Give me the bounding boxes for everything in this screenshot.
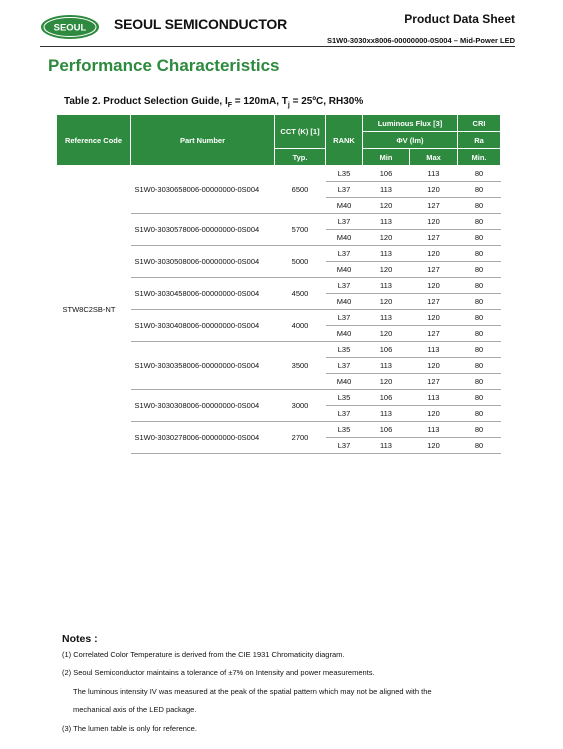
flux-max-cell: 127 bbox=[410, 230, 458, 246]
part-number: S1W0-3030308006-00000000-0S004 bbox=[131, 390, 275, 422]
doc-subtitle: S1W0-3030xx8006-00000000-0S004 – Mid-Power LED bbox=[326, 36, 515, 45]
rank-cell: L37 bbox=[326, 406, 363, 422]
cri-min-cell: 80 bbox=[458, 262, 501, 278]
cct-value: 2700 bbox=[275, 422, 326, 454]
header-flux: Luminous Flux [3] bbox=[363, 115, 458, 132]
header-part: Part Number bbox=[131, 115, 275, 166]
rank-cell: M40 bbox=[326, 262, 363, 278]
header-rule bbox=[40, 46, 515, 47]
flux-min-cell: 106 bbox=[363, 342, 410, 358]
logo-text: SEOUL bbox=[53, 22, 87, 34]
cri-min-cell: 80 bbox=[458, 342, 501, 358]
flux-min-cell: 106 bbox=[363, 390, 410, 406]
notes bbox=[62, 632, 432, 738]
reference-code: STW8C2SB-NT bbox=[62, 305, 116, 315]
cri-min-cell: 80 bbox=[458, 166, 501, 182]
rank-cell: L35 bbox=[326, 342, 363, 358]
cct-value: 5000 bbox=[275, 246, 326, 278]
rank-cell: M40 bbox=[326, 374, 363, 390]
cri-min-cell: 80 bbox=[458, 182, 501, 198]
header-cri-min: Min. bbox=[458, 149, 501, 166]
cri-min-cell: 80 bbox=[458, 294, 501, 310]
flux-min-cell: 120 bbox=[363, 230, 410, 246]
rank-cell: L37 bbox=[326, 438, 363, 454]
rank-cell: L37 bbox=[326, 182, 363, 198]
flux-max-cell: 120 bbox=[410, 310, 458, 326]
note-2-line-2: The luminous intensity IV was measured at the peak of the spatial pattern which may not be aligned with the bbox=[73, 686, 432, 696]
flux-min-cell: 120 bbox=[363, 262, 410, 278]
flux-min-cell: 113 bbox=[363, 246, 410, 262]
flux-max-cell: 127 bbox=[410, 294, 458, 310]
flux-max-cell: 113 bbox=[410, 422, 458, 438]
part-number: S1W0-3030408006-00000000-0S004 bbox=[131, 310, 275, 342]
flux-max-cell: 120 bbox=[410, 246, 458, 262]
header-flux-symbol: ΦV (lm) bbox=[363, 132, 458, 149]
flux-min-cell: 120 bbox=[363, 198, 410, 214]
rank-cell: L37 bbox=[326, 278, 363, 294]
notes-title: Notes : bbox=[62, 633, 98, 645]
flux-min-cell: 113 bbox=[363, 438, 410, 454]
header-cri-symbol: Ra bbox=[458, 132, 501, 149]
part-number: S1W0-3030658006-00000000-0S004 bbox=[131, 166, 275, 214]
part-number: S1W0-3030358006-00000000-0S004 bbox=[131, 342, 275, 390]
table-row bbox=[57, 166, 501, 182]
flux-min-cell: 106 bbox=[363, 422, 410, 438]
cri-min-cell: 80 bbox=[458, 310, 501, 326]
flux-min-cell: 113 bbox=[363, 182, 410, 198]
part-number: S1W0-3030458006-00000000-0S004 bbox=[131, 278, 275, 310]
cri-min-cell: 80 bbox=[458, 422, 501, 438]
flux-max-cell: 120 bbox=[410, 438, 458, 454]
cct-value: 6500 bbox=[275, 166, 326, 214]
flux-max-cell: 127 bbox=[410, 326, 458, 342]
seoul-logo bbox=[40, 14, 100, 40]
section-title: Performance Characteristics bbox=[48, 56, 280, 75]
flux-max-cell: 127 bbox=[410, 198, 458, 214]
flux-min-cell: 113 bbox=[363, 278, 410, 294]
cri-min-cell: 80 bbox=[458, 214, 501, 230]
part-number: S1W0-3030508006-00000000-0S004 bbox=[131, 246, 275, 278]
cri-min-cell: 80 bbox=[458, 438, 501, 454]
flux-max-cell: 120 bbox=[410, 358, 458, 374]
cri-min-cell: 80 bbox=[458, 198, 501, 214]
flux-max-cell: 127 bbox=[410, 374, 458, 390]
cri-min-cell: 80 bbox=[458, 390, 501, 406]
flux-max-cell: 113 bbox=[410, 342, 458, 358]
flux-max-cell: 120 bbox=[410, 182, 458, 198]
header-cct: CCT (K) [1] bbox=[275, 115, 326, 149]
header-ref: Reference Code bbox=[57, 115, 131, 166]
cri-min-cell: 80 bbox=[458, 230, 501, 246]
rank-cell: L37 bbox=[326, 310, 363, 326]
cct-value: 4000 bbox=[275, 310, 326, 342]
cri-min-cell: 80 bbox=[458, 326, 501, 342]
header-min: Min bbox=[363, 149, 410, 166]
flux-min-cell: 120 bbox=[363, 294, 410, 310]
rank-cell: M40 bbox=[326, 294, 363, 310]
cri-min-cell: 80 bbox=[458, 374, 501, 390]
flux-max-cell: 127 bbox=[410, 262, 458, 278]
flux-min-cell: 113 bbox=[363, 406, 410, 422]
header-typ: Typ. bbox=[275, 149, 326, 166]
flux-min-cell: 113 bbox=[363, 310, 410, 326]
cct-value: 3000 bbox=[275, 390, 326, 422]
cri-min-cell: 80 bbox=[458, 406, 501, 422]
part-number: S1W0-3030578006-00000000-0S004 bbox=[131, 214, 275, 246]
flux-max-cell: 113 bbox=[410, 390, 458, 406]
flux-min-cell: 113 bbox=[363, 358, 410, 374]
rank-cell: M40 bbox=[326, 198, 363, 214]
flux-max-cell: 120 bbox=[410, 406, 458, 422]
flux-max-cell: 120 bbox=[410, 214, 458, 230]
flux-min-cell: 106 bbox=[363, 166, 410, 182]
rank-cell: M40 bbox=[326, 326, 363, 342]
brand-name: SEOUL SEMICONDUCTOR bbox=[114, 16, 288, 32]
cct-value: 4500 bbox=[275, 278, 326, 310]
flux-min-cell: 113 bbox=[363, 214, 410, 230]
rank-cell: L35 bbox=[326, 422, 363, 438]
note-2: (2) Seoul Semiconductor maintains a tolerance of ±7% on Intensity and power measurements. bbox=[62, 668, 375, 678]
table-caption: Table 2. Product Selection Guide, $I_F = 120mA$, $T_j$ = 25ºC, RH30% bbox=[64, 96, 364, 109]
note-3: (3) The lumen table is only for reference. bbox=[62, 723, 197, 733]
rank-cell: L37 bbox=[326, 214, 363, 230]
rank-cell: L37 bbox=[326, 358, 363, 374]
cri-min-cell: 80 bbox=[458, 246, 501, 262]
header-cri: CRI bbox=[458, 115, 501, 132]
flux-min-cell: 120 bbox=[363, 374, 410, 390]
note-2-line-3: mechanical axis of the LED package. bbox=[73, 705, 197, 715]
header-max: Max bbox=[410, 149, 458, 166]
rank-cell: L37 bbox=[326, 246, 363, 262]
header-rank: RANK bbox=[326, 115, 363, 166]
cct-value: 3500 bbox=[275, 342, 326, 390]
flux-max-cell: 120 bbox=[410, 278, 458, 294]
rank-cell: M40 bbox=[326, 230, 363, 246]
part-number: S1W0-3030278006-00000000-0S004 bbox=[131, 422, 275, 454]
cct-value: 5700 bbox=[275, 214, 326, 246]
doc-title: Product Data Sheet bbox=[404, 12, 515, 26]
cri-min-cell: 80 bbox=[458, 278, 501, 294]
product-selection-table bbox=[56, 114, 501, 454]
flux-max-cell: 113 bbox=[410, 166, 458, 182]
rank-cell: L35 bbox=[326, 390, 363, 406]
cri-min-cell: 80 bbox=[458, 358, 501, 374]
flux-min-cell: 120 bbox=[363, 326, 410, 342]
note-1: (1) Correlated Color Temperature is derived from the CIE 1931 Chromaticity diagram. bbox=[62, 650, 345, 659]
rank-cell: L35 bbox=[326, 166, 363, 182]
